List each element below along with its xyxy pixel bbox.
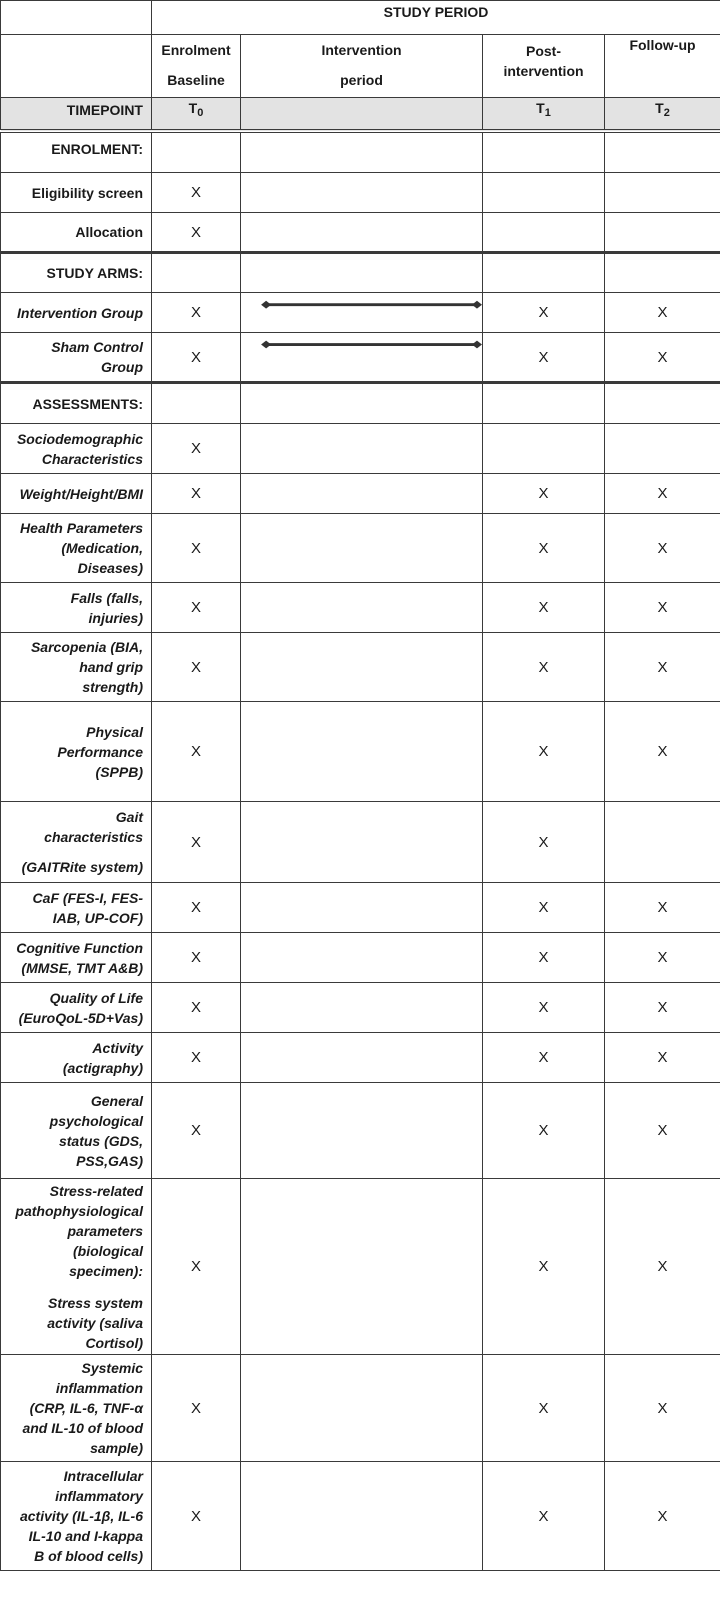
label-line: injuries) — [88, 609, 143, 626]
label-line: IAB, UP-COF) — [52, 909, 143, 926]
post-mark: X — [483, 933, 605, 983]
study-period-title: STUDY PERIOD — [152, 1, 720, 35]
baseline-mark: X — [152, 1462, 241, 1571]
post-mark: X — [483, 1179, 605, 1355]
post-mark: X — [483, 802, 605, 883]
row-label — [1, 983, 152, 1033]
post-mark: X — [483, 983, 605, 1033]
header-line: Enrolment — [161, 42, 231, 58]
label-line: Stress-related — [49, 1182, 143, 1199]
label-line: pathophysiological — [15, 1202, 143, 1219]
intervention-period-cell — [241, 474, 483, 514]
intervention-period-cell — [241, 1462, 483, 1571]
table-row — [1, 983, 720, 1033]
label-line: Sarcopenia (BIA, — [30, 639, 143, 655]
follow-mark: X — [605, 474, 720, 514]
row-label — [1, 1462, 152, 1571]
timepoint-letter: T — [655, 100, 664, 116]
row-label — [1, 514, 152, 583]
label-line: sample) — [90, 1440, 143, 1456]
row-label — [1, 1355, 152, 1462]
intervention-period-cell — [241, 802, 483, 883]
post-mark: X — [483, 1462, 605, 1571]
intervention-period-cell — [241, 1083, 483, 1179]
intervention-period-cell — [241, 933, 483, 983]
baseline-mark: X — [152, 1083, 241, 1179]
follow-mark: X — [605, 1179, 720, 1355]
baseline-mark: X — [152, 802, 241, 883]
row-label — [1, 702, 152, 802]
baseline-mark: X — [152, 424, 241, 474]
label-line: Sociodemographic — [16, 430, 143, 447]
header-line: Intervention — [321, 42, 402, 58]
follow-mark: X — [605, 583, 720, 633]
table-row — [1, 293, 720, 333]
label-line: activity (saliva — [47, 1314, 143, 1331]
row-label — [1, 633, 152, 702]
timepoint-row — [1, 98, 720, 131]
table-row — [1, 1355, 720, 1462]
baseline-mark: X — [152, 293, 241, 333]
intervention-period-cell — [241, 514, 483, 583]
baseline-mark: X — [152, 173, 241, 213]
label-line: Health Parameters — [20, 520, 143, 536]
label-line: Intracellular — [63, 1468, 143, 1484]
table-row — [1, 514, 720, 583]
assessments-body — [1, 424, 720, 1571]
row-label — [1, 474, 152, 514]
timepoint-intervention-cell — [241, 98, 483, 131]
timepoint-subscript: 0 — [197, 107, 204, 119]
header-line: period — [340, 72, 383, 88]
label-line: (actigraphy) — [62, 1059, 143, 1076]
label-line: hand grip — [79, 659, 143, 675]
label-line: (GAITRite system) — [21, 859, 143, 875]
row-label — [1, 333, 152, 383]
intervention-period-cell — [241, 1355, 483, 1462]
label-line: status (GDS, — [58, 1132, 143, 1149]
header-line: Baseline — [167, 72, 225, 88]
baseline-mark: X — [152, 883, 241, 933]
post-mark: X — [483, 702, 605, 802]
baseline-mark: X — [152, 583, 241, 633]
enrolment-section-row — [1, 131, 720, 173]
follow-mark: X — [605, 983, 720, 1033]
label-line: parameters — [67, 1222, 143, 1239]
table-row — [1, 1179, 720, 1355]
label-line: Physical — [86, 723, 143, 740]
follow-mark — [605, 424, 720, 474]
label-line: Quality of Life — [49, 989, 143, 1006]
label-line: CaF (FES-I, FES- — [32, 889, 143, 906]
baseline-mark: X — [152, 514, 241, 583]
label-line: (Medication, — [61, 540, 143, 556]
intervention-period-cell — [241, 424, 483, 474]
row-label — [1, 1083, 152, 1179]
follow-mark: X — [605, 514, 720, 583]
label-line: Cortisol) — [85, 1334, 143, 1351]
label-line: inflammatory — [55, 1488, 143, 1504]
label-line: Weight/Height/BMI — [19, 485, 143, 502]
label-line: (biological — [73, 1242, 143, 1259]
label-line: Diseases) — [77, 560, 143, 576]
label-line: PSS,GAS) — [76, 1152, 143, 1169]
label-line: specimen): — [69, 1262, 143, 1279]
table-row — [1, 213, 720, 253]
row-label: Intervention Group — [1, 293, 152, 333]
timepoint-t2 — [605, 98, 720, 131]
table-row — [1, 933, 720, 983]
table-row — [1, 1033, 720, 1083]
intervention-period-cell — [241, 633, 483, 702]
study-period-row — [1, 1, 720, 35]
baseline-mark: X — [152, 213, 241, 253]
label-line: General — [90, 1092, 143, 1109]
study-arms-section-title: STUDY ARMS: — [1, 253, 152, 293]
post-mark: X — [483, 583, 605, 633]
table-row — [1, 702, 720, 802]
row-label — [1, 424, 152, 474]
baseline-mark: X — [152, 702, 241, 802]
label-line: characteristics — [44, 829, 143, 845]
table-row — [1, 424, 720, 474]
follow-mark: X — [605, 1462, 720, 1571]
label-line: Sham Control — [51, 339, 143, 355]
intervention-period-cell — [241, 333, 483, 383]
intervention-period-cell — [241, 293, 483, 333]
enrolment-section-title: ENROLMENT: — [1, 131, 152, 173]
timepoint-letter: T — [188, 100, 198, 116]
label-line: Activity — [92, 1039, 143, 1056]
follow-mark: X — [605, 1355, 720, 1462]
table-row — [1, 583, 720, 633]
row-label: Allocation — [1, 213, 152, 253]
post-mark: X — [483, 474, 605, 514]
table-row — [1, 1083, 720, 1179]
label-line: Cognitive Function — [16, 939, 143, 956]
label-line: activity (IL-1β, IL-6 — [19, 1508, 143, 1524]
baseline-mark: X — [152, 933, 241, 983]
baseline-mark: X — [152, 1033, 241, 1083]
intervention-period-cell — [241, 883, 483, 933]
follow-mark: X — [605, 1033, 720, 1083]
blank-header-cell — [1, 1, 152, 35]
timepoint-subscript: 1 — [544, 107, 551, 119]
header-line: Post- — [526, 43, 561, 59]
label-line: B of blood cells) — [34, 1548, 143, 1564]
row-label — [1, 583, 152, 633]
follow-mark — [605, 173, 720, 213]
follow-mark — [605, 213, 720, 253]
baseline-mark: X — [152, 333, 241, 383]
intervention-period-cell — [241, 702, 483, 802]
table-row — [1, 474, 720, 514]
follow-mark: X — [605, 333, 720, 383]
timepoint-label: TIMEPOINT — [1, 98, 152, 131]
table-row — [1, 333, 720, 383]
intervention-period-cell — [241, 583, 483, 633]
baseline-mark: X — [152, 1179, 241, 1355]
label-line: (CRP, IL-6, TNF-α — [29, 1400, 143, 1416]
post-mark: X — [483, 293, 605, 333]
follow-mark: X — [605, 702, 720, 802]
row-label — [1, 802, 152, 883]
post-intervention-header — [483, 35, 605, 98]
header-line: intervention — [503, 63, 584, 79]
intervention-period-header — [241, 35, 483, 98]
row-label — [1, 1033, 152, 1083]
follow-up-header: Follow-up — [605, 35, 720, 98]
intervention-duration-arrow — [241, 293, 482, 332]
label-line: Stress system — [48, 1294, 143, 1311]
row-label — [1, 933, 152, 983]
label-line: strength) — [82, 679, 143, 695]
intervention-duration-arrow — [241, 333, 482, 381]
timepoint-t1 — [483, 98, 605, 131]
label-line: Gait — [115, 809, 143, 825]
label-line: inflammation — [55, 1380, 143, 1396]
blank-header-cell — [1, 35, 152, 98]
follow-mark: X — [605, 883, 720, 933]
enrolment-baseline-header — [152, 35, 241, 98]
row-label — [1, 883, 152, 933]
table-row — [1, 1462, 720, 1571]
post-mark: X — [483, 1083, 605, 1179]
row-label: Eligibility screen — [1, 173, 152, 213]
intervention-period-cell — [241, 1179, 483, 1355]
label-line: IL-10 and I-kappa — [28, 1528, 143, 1544]
assessments-section-title: ASSESSMENTS: — [1, 383, 152, 424]
follow-mark: X — [605, 293, 720, 333]
post-mark — [483, 213, 605, 253]
timepoint-letter: T — [536, 100, 545, 116]
label-line: Performance — [57, 743, 143, 760]
label-line: (MMSE, TMT A&B) — [21, 959, 143, 976]
intervention-period-cell — [241, 983, 483, 1033]
label-line: Characteristics — [41, 450, 143, 467]
label-line: and IL-10 of blood — [22, 1420, 143, 1436]
table-row — [1, 802, 720, 883]
study-arms-section-row — [1, 253, 720, 293]
post-mark — [483, 173, 605, 213]
label-line: Systemic — [81, 1360, 143, 1376]
post-mark: X — [483, 1033, 605, 1083]
label-line: Group — [101, 359, 143, 375]
timepoint-t0 — [152, 98, 241, 131]
follow-mark: X — [605, 1083, 720, 1179]
baseline-mark: X — [152, 983, 241, 1033]
post-mark: X — [483, 333, 605, 383]
follow-mark — [605, 802, 720, 883]
baseline-mark: X — [152, 1355, 241, 1462]
post-mark — [483, 424, 605, 474]
baseline-mark: X — [152, 633, 241, 702]
table-row — [1, 173, 720, 213]
post-mark: X — [483, 514, 605, 583]
timepoint-subscript: 2 — [663, 107, 670, 119]
column-header-row — [1, 35, 720, 98]
assessments-section-row — [1, 383, 720, 424]
table-row — [1, 633, 720, 702]
label-line: (SPPB) — [95, 763, 143, 780]
post-mark: X — [483, 1355, 605, 1462]
follow-mark: X — [605, 633, 720, 702]
baseline-mark: X — [152, 474, 241, 514]
post-mark: X — [483, 633, 605, 702]
post-mark: X — [483, 883, 605, 933]
label-line: (EuroQoL-5D+Vas) — [18, 1009, 143, 1026]
intervention-period-cell — [241, 1033, 483, 1083]
table-row — [1, 883, 720, 933]
label-line: psychological — [49, 1112, 143, 1129]
follow-mark: X — [605, 933, 720, 983]
row-label — [1, 1179, 152, 1355]
label-line: Falls (falls, — [70, 589, 143, 606]
